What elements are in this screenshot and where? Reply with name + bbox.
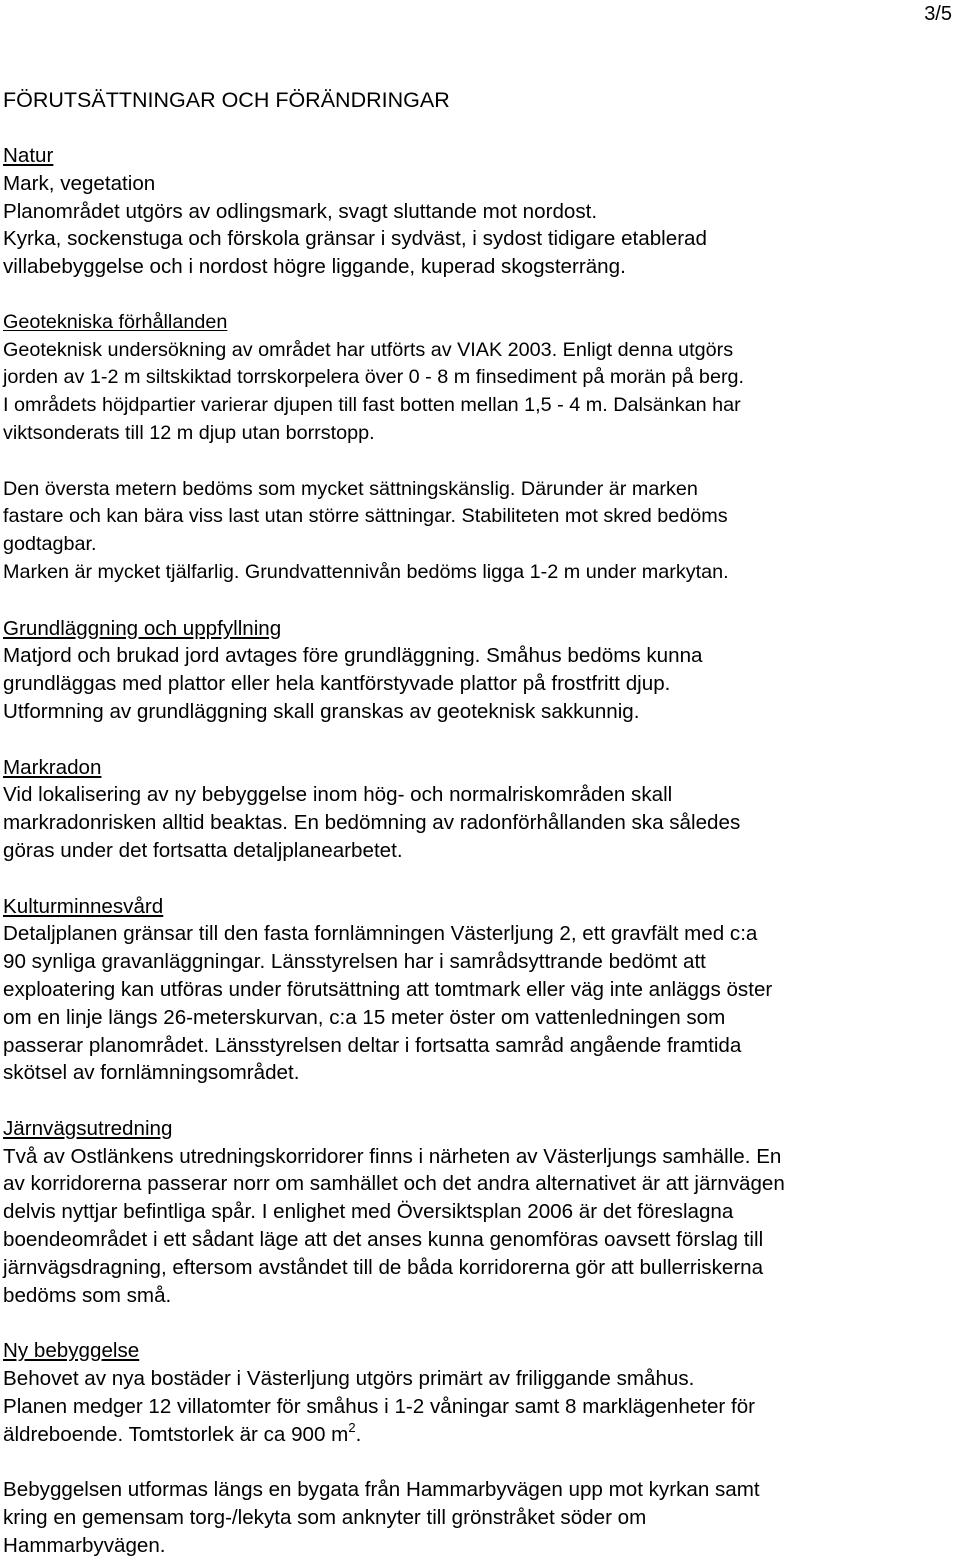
section-heading-grundlaggning: Grundläggning och uppfyllning: [3, 616, 282, 640]
section-geoteknik: [3, 309, 955, 587]
paragraph-line: boendeområdet i ett sådant läge att det anses kunna genomföras oavsett förslag till: [3, 1228, 764, 1252]
superscript-squared: 2: [348, 1419, 356, 1435]
section-kulturminnesvard: [3, 893, 955, 1088]
page-title: FÖRUTSÄTTNINGAR OCH FÖRÄNDRINGAR: [3, 88, 450, 112]
paragraph-line: Bebyggelsen utformas längs en bygata från Hammarbyvägen upp mot kyrkan samt: [3, 1478, 760, 1502]
section-grundlaggning: [3, 615, 955, 726]
paragraph-line: delvis nyttjar befintliga spår. I enlighet med Översiktsplan 2006 är det föreslagna: [3, 1200, 734, 1224]
paragraph-line-tomtstorlek: [3, 1421, 955, 1449]
paragraph-line: skötsel av fornlämningsområdet.: [3, 1061, 300, 1085]
paragraph-line: Kyrka, sockenstuga och förskola gränsar i sydväst, i sydost tidigare etablerad: [3, 227, 707, 251]
paragraph-line: göras under det fortsatta detaljplanearbetet.: [3, 838, 403, 862]
paragraph-line: Matjord och brukad jord avtages före grundläggning. Småhus bedöms kunna: [3, 644, 703, 668]
subheading-mark-vegetation: Mark, vegetation: [3, 171, 156, 195]
section-natur: [3, 142, 955, 281]
paragraph-line: järnvägsdragning, eftersom avståndet till de båda korridorerna gör att bullerriskerna: [3, 1255, 764, 1279]
paragraph-line: Geoteknisk undersökning av området har utförts av VIAK 2003. Enligt denna utgörs: [3, 338, 734, 361]
paragraph-line: av korridorerna passerar norr om samhället och det andra alternativet är att järnvägen: [3, 1172, 785, 1196]
paragraph-line: jorden av 1-2 m siltskiktad torrskorpelera över 0 - 8 m finsediment på morän på berg.: [3, 366, 745, 389]
section-jarnvagsutredning: [3, 1115, 955, 1310]
paragraph-line: godtagbar.: [3, 533, 97, 556]
paragraph-line: markradonrisken alltid beaktas. En bedömning av radonförhållanden ska således: [3, 811, 741, 835]
paragraph-line: Planområdet utgörs av odlingsmark, svagt sluttande mot nordost.: [3, 199, 598, 223]
paragraph-line: fastare och kan bära viss last utan större sättningar. Stabiliteten mot skred bedöms: [3, 505, 728, 528]
paragraph-line: Detaljplanen gränsar till den fasta fornlämningen Västerljung 2, ett gravfält med c:a: [3, 922, 758, 946]
paragraph-line: 90 synliga gravanläggningar. Länsstyrelsen har i samrådsyttrande bedömt att: [3, 950, 706, 974]
paragraph-line: Utformning av grundläggning skall granskas av geoteknisk sakkunnig.: [3, 699, 640, 723]
paragraph-line: exploatering kan utföras under förutsättning att tomtmark eller väg inte anläggs öster: [3, 977, 773, 1001]
period: .: [355, 1422, 362, 1446]
paragraph-line: bedöms som små.: [3, 1283, 172, 1307]
paragraph-line: villabebyggelse och i nordost högre liggande, kuperad skogsterräng.: [3, 255, 626, 279]
paragraph-line: kring en gemensam torg-/lekyta som anknyter till grönstråket söder om: [3, 1506, 647, 1530]
paragraph-line: Planen medger 12 villatomter för småhus i 1-2 våningar samt 8 marklägenheter för: [3, 1394, 756, 1418]
page-number: 3/5: [924, 3, 952, 25]
section-heading-geoteknik: Geotekniska förhållanden: [3, 310, 228, 333]
paragraph-line: Den översta metern bedöms som mycket sättningskänslig. Därunder är marken: [3, 477, 698, 500]
paragraph-line: Behovet av nya bostäder i Västerljung utgörs primärt av friliggande småhus.: [3, 1367, 695, 1391]
paragraph-line: grundläggas med plattor eller hela kantförstyvade plattor på frostfritt djup.: [3, 672, 671, 696]
section-heading-ny-bebyggelse: Ny bebyggelse: [3, 1339, 140, 1363]
section-ny-bebyggelse: [3, 1337, 955, 1559]
paragraph-line: Vid lokalisering av ny bebyggelse inom hög- och normalriskområden skall: [3, 783, 673, 807]
section-heading-natur: Natur: [3, 144, 54, 167]
paragraph-line: Två av Ostlänkens utredningskorridorer finns i närheten av Västerljungs samhälle. En: [3, 1144, 782, 1168]
section-heading-kulturminnesvard: Kulturminnesvård: [3, 894, 164, 918]
tomtstorlek-text: äldreboende. Tomtstorlek är ca 900 m: [3, 1422, 349, 1446]
document-body: [3, 86, 955, 1560]
section-heading-markradon: Markradon: [3, 755, 102, 779]
paragraph-line: Marken är mycket tjälfarlig. Grundvattennivån bedöms ligga 1-2 m under markytan.: [3, 560, 729, 583]
paragraph-line: passerar planområdet. Länsstyrelsen deltar i fortsatta samråd angående framtida: [3, 1033, 742, 1057]
section-heading-jarnvagsutredning: Järnvägsutredning: [3, 1116, 173, 1140]
paragraph-line: Hammarbyvägen.: [3, 1533, 166, 1557]
paragraph-line: viktsonderats till 12 m djup utan borrstopp.: [3, 421, 375, 444]
paragraph-line: om en linje längs 26-meterskurvan, c:a 15 meter öster om vattenledningen som: [3, 1005, 726, 1029]
section-markradon: [3, 754, 955, 865]
paragraph-line: I områdets höjdpartier varierar djupen till fast botten mellan 1,5 - 4 m. Dalsänkan har: [3, 394, 741, 417]
